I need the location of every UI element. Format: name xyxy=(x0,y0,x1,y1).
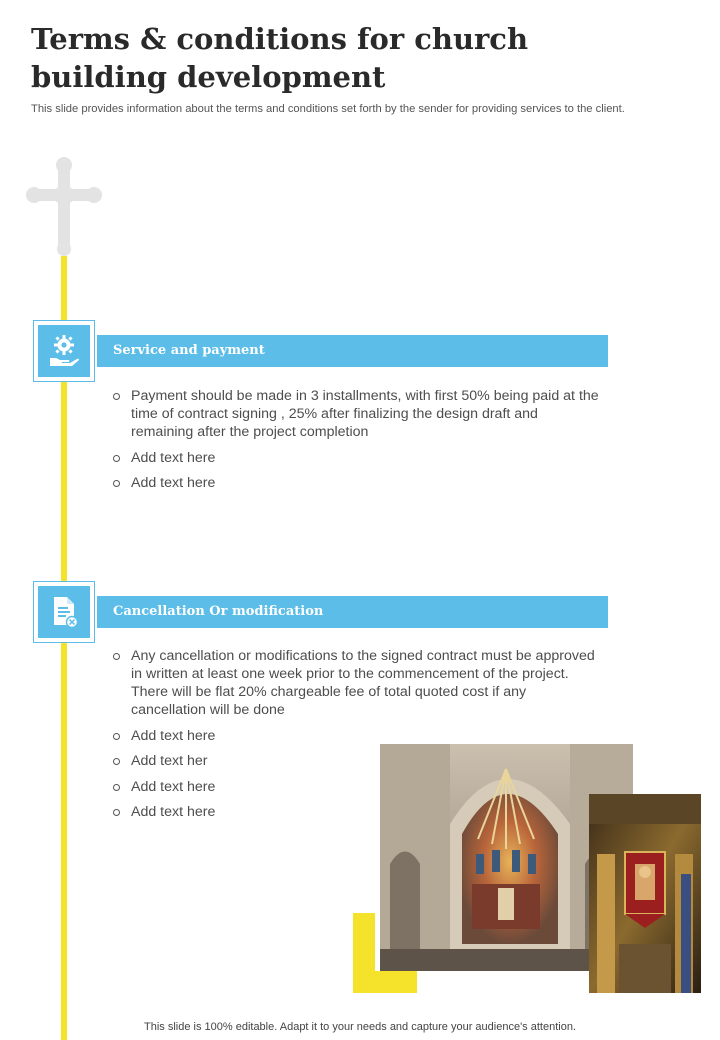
section-header-service-payment: Service and payment xyxy=(97,335,608,367)
bullet-circle-icon xyxy=(113,784,120,791)
section-icon-box xyxy=(33,581,95,643)
list-item: Add text her xyxy=(113,752,603,770)
section-bullet-list xyxy=(113,387,603,500)
bullet-circle-icon xyxy=(113,480,120,487)
list-item: Payment should be made in 3 installments, with first 50% being paid at the time of contract signing , 25% after finalizing the design draft and remaining after the project completion xyxy=(113,387,603,441)
list-item: Add text here xyxy=(113,727,603,745)
bullet-circle-icon xyxy=(113,809,120,816)
bullet-circle-icon xyxy=(113,653,120,660)
document-cancel-icon xyxy=(47,594,81,630)
section-icon-box xyxy=(33,320,95,382)
cross-icon xyxy=(26,156,102,256)
list-item: Add text here xyxy=(113,803,603,821)
list-item: Add text here xyxy=(113,449,603,467)
list-item: Add text here xyxy=(113,778,603,796)
bullet-circle-icon xyxy=(113,758,120,765)
section-header-cancellation: Cancellation Or modification xyxy=(97,596,608,628)
bullet-circle-icon xyxy=(113,733,120,740)
hand-gear-icon xyxy=(46,333,82,369)
bullet-circle-icon xyxy=(113,455,120,462)
footer-note: This slide is 100% editable. Adapt it to your needs and capture your audience's attention. xyxy=(144,1021,576,1033)
page-subtitle: This slide provides information about the terms and conditions set forth by the sender for providing services to the client. xyxy=(31,103,625,115)
page-title: Terms & conditions for church building development xyxy=(31,22,529,94)
list-item: Any cancellation or modifications to the signed contract must be approved in written at least one week prior to the commencement of the project. There will be flat 20% chargeable fee of total quoted cost if any cancellation will be done xyxy=(113,647,603,719)
bullet-circle-icon xyxy=(113,393,120,400)
list-item: Add text here xyxy=(113,474,603,492)
altar-photo xyxy=(589,794,701,993)
